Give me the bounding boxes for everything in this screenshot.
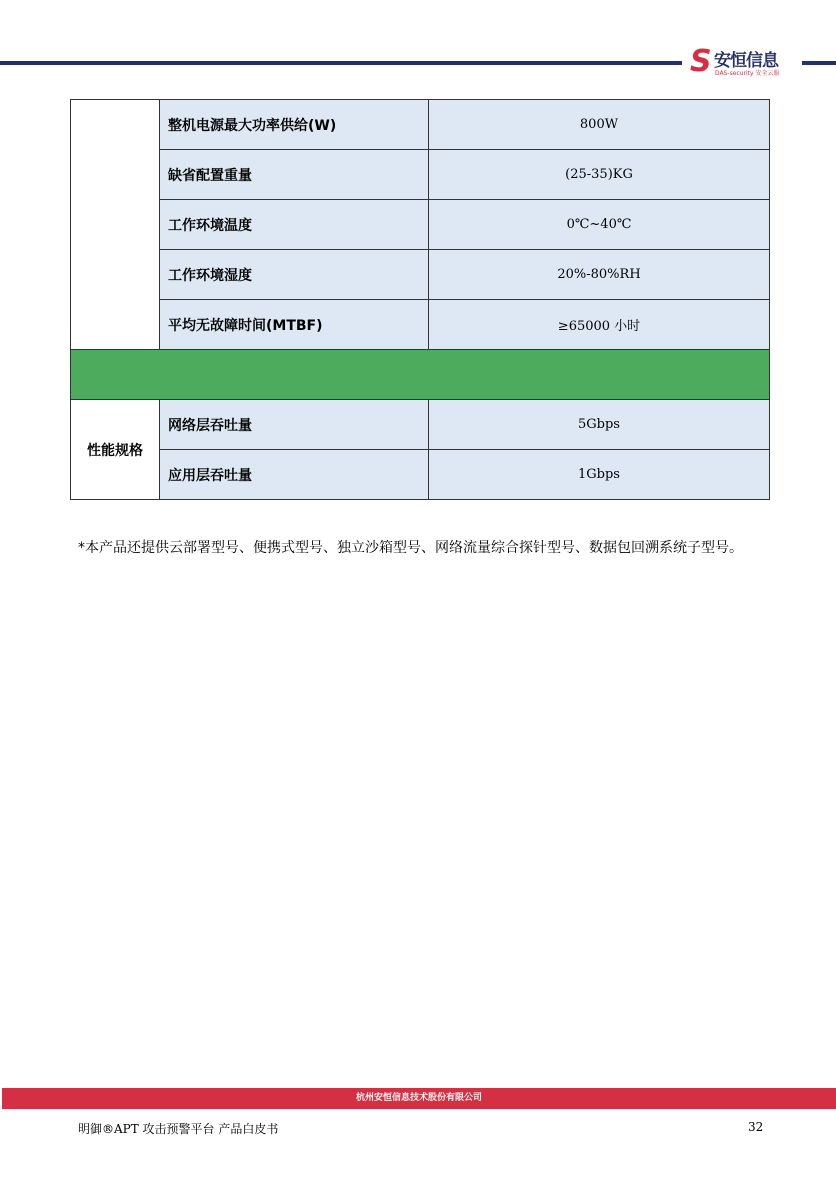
footnote: *本产品还提供云部署型号、便携式型号、独立沙箱型号、网络流量综合探针型号、数据包回溯系统子型号。: [78, 540, 743, 556]
section-divider-row: [71, 350, 770, 400]
table-row: [71, 200, 770, 250]
logo-subtext: DAS-security 安全云服: [715, 70, 780, 77]
table-row: [71, 100, 770, 150]
logo-mark-icon: S: [690, 44, 712, 79]
row-value: ≥65000 小时: [429, 300, 770, 350]
row-value: (25-35)KG: [429, 150, 770, 200]
header-rule-right: [802, 61, 836, 65]
row-label: 应用层吞吐量: [160, 450, 429, 500]
company-logo: [690, 44, 800, 80]
spec-table: [70, 99, 770, 500]
row-value: 20%-80%RH: [429, 250, 770, 300]
row-value: 5Gbps: [429, 400, 770, 450]
table-row: [71, 250, 770, 300]
logo-text: 安恒信息: [714, 51, 778, 71]
row-label: 工作环境湿度: [160, 250, 429, 300]
row-value: 0℃~40℃: [429, 200, 770, 250]
row-label: 工作环境温度: [160, 200, 429, 250]
table-row: [71, 300, 770, 350]
row-label: 平均无故障时间(MTBF): [160, 300, 429, 350]
row-value: 1Gbps: [429, 450, 770, 500]
footer-company-bar: 杭州安恒信息技术股份有限公司: [2, 1088, 836, 1109]
row-label: 缺省配置重量: [160, 150, 429, 200]
row-label: 整机电源最大功率供给(W): [160, 100, 429, 150]
header-rule-left: [0, 61, 682, 65]
row-value: 800W: [429, 100, 770, 150]
table-row: [71, 450, 770, 500]
table-row: [71, 150, 770, 200]
row-label: 网络层吞吐量: [160, 400, 429, 450]
group-label: 性能规格: [71, 400, 160, 500]
page-number: 32: [748, 1120, 764, 1134]
table-row: [71, 400, 770, 450]
footer-doc-title: 明御®APT 攻击预警平台 产品白皮书: [78, 1122, 279, 1136]
